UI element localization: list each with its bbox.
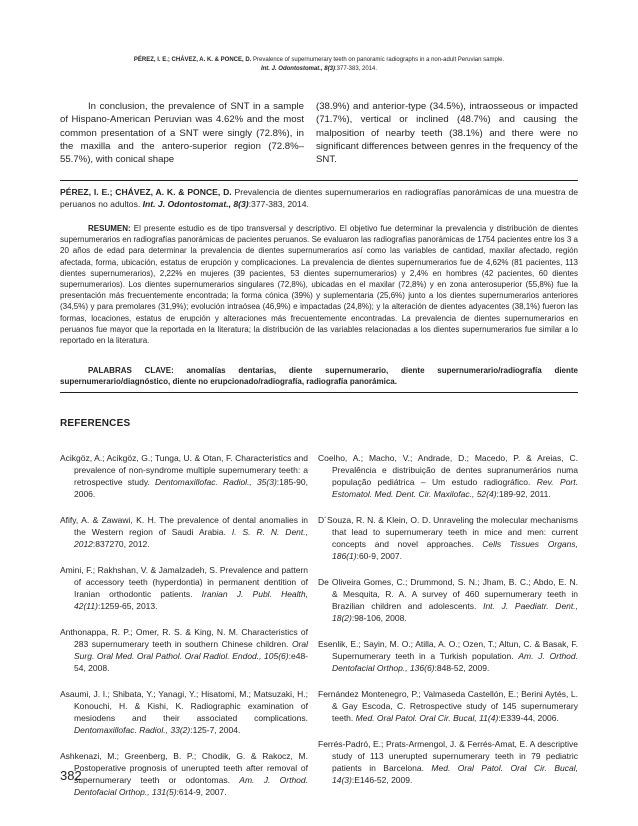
reference-text: D´Souza, R. N. & Klein, O. D. Unraveling the molecular mechanisms that lead to supernumerary teeth in mice and men: current concepts and novel approaches. <box>318 515 578 549</box>
reference-entry <box>318 688 578 724</box>
reference-entry <box>60 514 308 550</box>
reference-text: Ashkenazi, M.; Greenberg, B. P.; Chodik, G. & Rakocz, M. Postoperative prognosis of unerupted teeth after removal of supernumerary teeth or odontomas. <box>60 751 308 785</box>
conclusion-right-column: (38.9%) and anterior-type (34.5%), intraosseous or impacted (71.7%), vertical or inclined (48.7%) and causing the malposition of nearby teeth (38.1%) and there were no significant differences between genres in the frequency of the SNT. <box>316 101 578 166</box>
reference-journal: Am. J. Orthod. Dentofacial Orthop., 136(6) <box>332 651 578 673</box>
spanish-citation <box>60 186 578 210</box>
resumen-text: El presente estudio es de tipo transversal y descriptivo. El objetivo fue determinar la prevalencia y distribución de dientes supernumerarios en radiografías panorámicas de pacientes peruanos. Se evaluaron las radiografías panorámicas de 1754 pacientes entre los 3 a 20 años de edad para determinar la prevalencia de dientes supernumerarios así como las variables de cantidad, maxilar afectado, región afectada, forma, ubicación, estatus de erupción y complicaciones. La prevalencia de dientes supernumerarios fue de 4,62% (81 pacientes, 113 dientes supernumerarios), 2,22% en mujeres (39 pacientes, 53 dientes supernumerarios) y 2,4% en hombres (42 pacientes, 60 dientes supernumerarios). Los dientes supernumerarios singulares (72,8%), ubicadas en el maxilar (72,8%) y en zona anterosuperior (55,8%) fue la presentación más frecuentemente encontrada; la forma cónica (39%) y suplementaria (25,6%) junto a los dientes supernumerarios anteriores (34,5%) y para premolares (31,9%); evolución intraósea (46,9%) e impactadas (24,8%); y la alteración de dientes adyacentes (38,1%) fueron las formas, locaciones, estatus de erupción y alteraciones más frecuentemente encontradas. La prevalencia de dientes supernumerarios en peruanos fue mayor que la reportada en la literatura; la distribución de las variables relacionadas a los dientes supernumerarios fue similar a lo reportado en la literatura. <box>60 224 578 346</box>
reference-pages: :1259-65, 2013. <box>97 601 158 611</box>
reference-entry <box>60 564 308 612</box>
reference-text: Asaumi, J. I.; Shibata, Y.; Yanagi, Y.; Hisatomi, M.; Matsuzaki, H.; Konouchi, H. & Kishi, K. Radiographic examination of mesiodens and their associated complications. <box>60 689 308 723</box>
reference-entry <box>60 750 308 798</box>
resumen-abstract <box>60 223 578 346</box>
spanish-citation-pages: :377-383, 2014. <box>248 199 309 209</box>
running-header <box>60 56 578 74</box>
reference-journal: Dentomaxillofac. Radiol., 33(2) <box>74 725 191 735</box>
reference-entry <box>60 688 308 736</box>
reference-text: Fernández Montenegro, P.; Valmaseda Castellón, E.; Berini Aytés, L. & Gay Escoda, C. Retrospective study of 145 supernumerary teeth. <box>318 689 578 723</box>
reference-text: Ferrés-Padró, E.; Prats-Armengol, J. & Ferrés-Amat, E. A descriptive study of 113 unerupted supernumerary teeth in 79 pediatric patients in Barcelona. <box>318 739 578 773</box>
spanish-citation-journal: Int. J. Odontostomat., 8(3) <box>142 199 249 209</box>
reference-journal: Oral Surg. Oral Med. Oral Pathol. Oral Radiol. Endod., 105(6) <box>74 639 308 661</box>
reference-pages: :125-7, 2004. <box>190 725 241 735</box>
reference-entry <box>318 738 578 786</box>
reference-pages: :E146-52, 2009. <box>351 775 413 785</box>
reference-entry <box>60 626 308 674</box>
reference-entry <box>318 514 578 562</box>
reference-pages: :60-9, 2007. <box>356 551 402 561</box>
reference-journal: Med. Oral Patol. Oral Cir. Bucal, 14(3) <box>332 763 579 785</box>
reference-text: Coelho, A.; Macho, V.; Andrade, D.; Macedo, P. & Areias, C. Prevalência e distribuição de dentes supranumerários numa população pediátrica – Um estudo radiográfico. <box>318 453 578 487</box>
reference-journal: I. S. R. N. Dent., 2012 <box>74 527 308 549</box>
reference-pages: :614-9, 2007. <box>176 787 227 797</box>
reference-text: De Oliveira Gomes, C.; Drummond, S. N.; Jham, B. C.; Abdo, E. N. & Mesquita, R. A. A survey of 460 supernumerary teeth in Brazilian children and adolescents. <box>318 577 578 611</box>
header-journal: Int. J. Odontostomat., 8(3) <box>260 66 335 72</box>
header-pages: :377-383, 2014. <box>334 66 378 72</box>
header-title: Prevalence of supernumerary teeth on panoramic radiographs in a non-adult Peruvian sample. <box>251 57 505 63</box>
reference-pages: :185-90, 2006. <box>74 477 308 499</box>
reference-journal: Rev. Port. Estomatol. Med. Dent. Cir. Maxilofac., 52(4) <box>332 477 578 499</box>
divider-bottom <box>60 392 578 393</box>
reference-entry <box>318 452 578 500</box>
reference-journal: Int. J. Paediatr. Dent., 18(2) <box>332 601 578 623</box>
references-right-column <box>318 452 578 786</box>
reference-pages: :98-106, 2008. <box>351 613 407 623</box>
reference-pages: :189-92, 2011. <box>496 489 551 499</box>
reference-journal: Am. J. Orthod. Dentofacial Orthop., 131(5) <box>74 775 308 797</box>
reference-journal: Dentomaxillofac. Radiol., 35(3) <box>155 477 277 487</box>
reference-entry <box>60 452 308 500</box>
reference-entry <box>318 576 578 624</box>
spanish-citation-title: Prevalencia de dientes supernumerarios en radiografías panorámicas de una muestra de peruanos no adultos. <box>60 187 578 209</box>
reference-text: Amini, F.; Rakhshan, V. & Jamalzadeh, S. Prevalence and pattern of accessory teeth (hyperdontia) in permanent dentition of Iranian orthodontic patients. <box>60 565 308 599</box>
reference-pages: :848-52, 2009. <box>434 663 490 673</box>
palabras-clave <box>60 365 578 387</box>
page-number: 382 <box>60 768 82 783</box>
reference-pages: :e48-54, 2008. <box>74 651 308 673</box>
reference-journal: Cells Tissues Organs, 186(1) <box>332 539 578 561</box>
reference-journal: Iranian J. Publ. Health, 42(11) <box>74 589 308 611</box>
reference-entry <box>318 638 578 674</box>
reference-pages: :E339-44, 2006. <box>498 713 559 723</box>
reference-pages: :837270, 2012. <box>92 539 150 549</box>
references-left-column <box>60 452 308 798</box>
palabras-text: PALABRAS CLAVE: anomalías dentarias, diente supernumerario, diente supernumerario/radiografía diente supernumerario/diagnóstico, diente no erupcionado/radiografía, radiografía panorámica. <box>60 366 578 387</box>
spanish-citation-authors: PÉREZ, I. E.; CHÁVEZ, A. K. & PONCE, D. <box>60 187 232 197</box>
references-heading: REFERENCES <box>60 418 131 429</box>
divider-top <box>60 180 578 181</box>
reference-text: Acikgöz, A.; Acikgöz, G.; Tunga, U. & Otan, F. Characteristics and prevalence of non-syndrome multiple supernumerary teeth: a retrospective study. <box>60 453 308 487</box>
conclusion-left-column: In conclusion, the prevalence of SNT in a sample of Hispano-American Peruvian was 4.62% and the most common presentation of a SNT were singly (72.8%), in the maxilla and the antero-superior region (72.8%–55.7%), with conical shape <box>60 101 304 166</box>
header-authors: PÉREZ, I. E.; CHÁVEZ, A. K. & PONCE, D. <box>133 57 252 63</box>
resumen-label: RESUMEN: <box>88 224 131 233</box>
reference-journal: Med. Oral Patol. Oral Cir. Bucal, 11(4) <box>355 713 499 723</box>
reference-text: Esenlik, E.; Sayin, M. O.; Atilla, A. O.; Ozen, T.; Altun, C. & Basak, F. Supernumerary teeth in a Turkish population. <box>318 639 578 661</box>
reference-text: Afify, A. & Zawawi, K. H. The prevalence of dental anomalies in the Western region of Saudi Arabia. <box>60 515 308 537</box>
reference-text: Anthonappa, R. P.; Omer, R. S. & King, N. M. Characteristics of 283 supernumerary teeth in southern Chinese children. <box>60 627 308 649</box>
